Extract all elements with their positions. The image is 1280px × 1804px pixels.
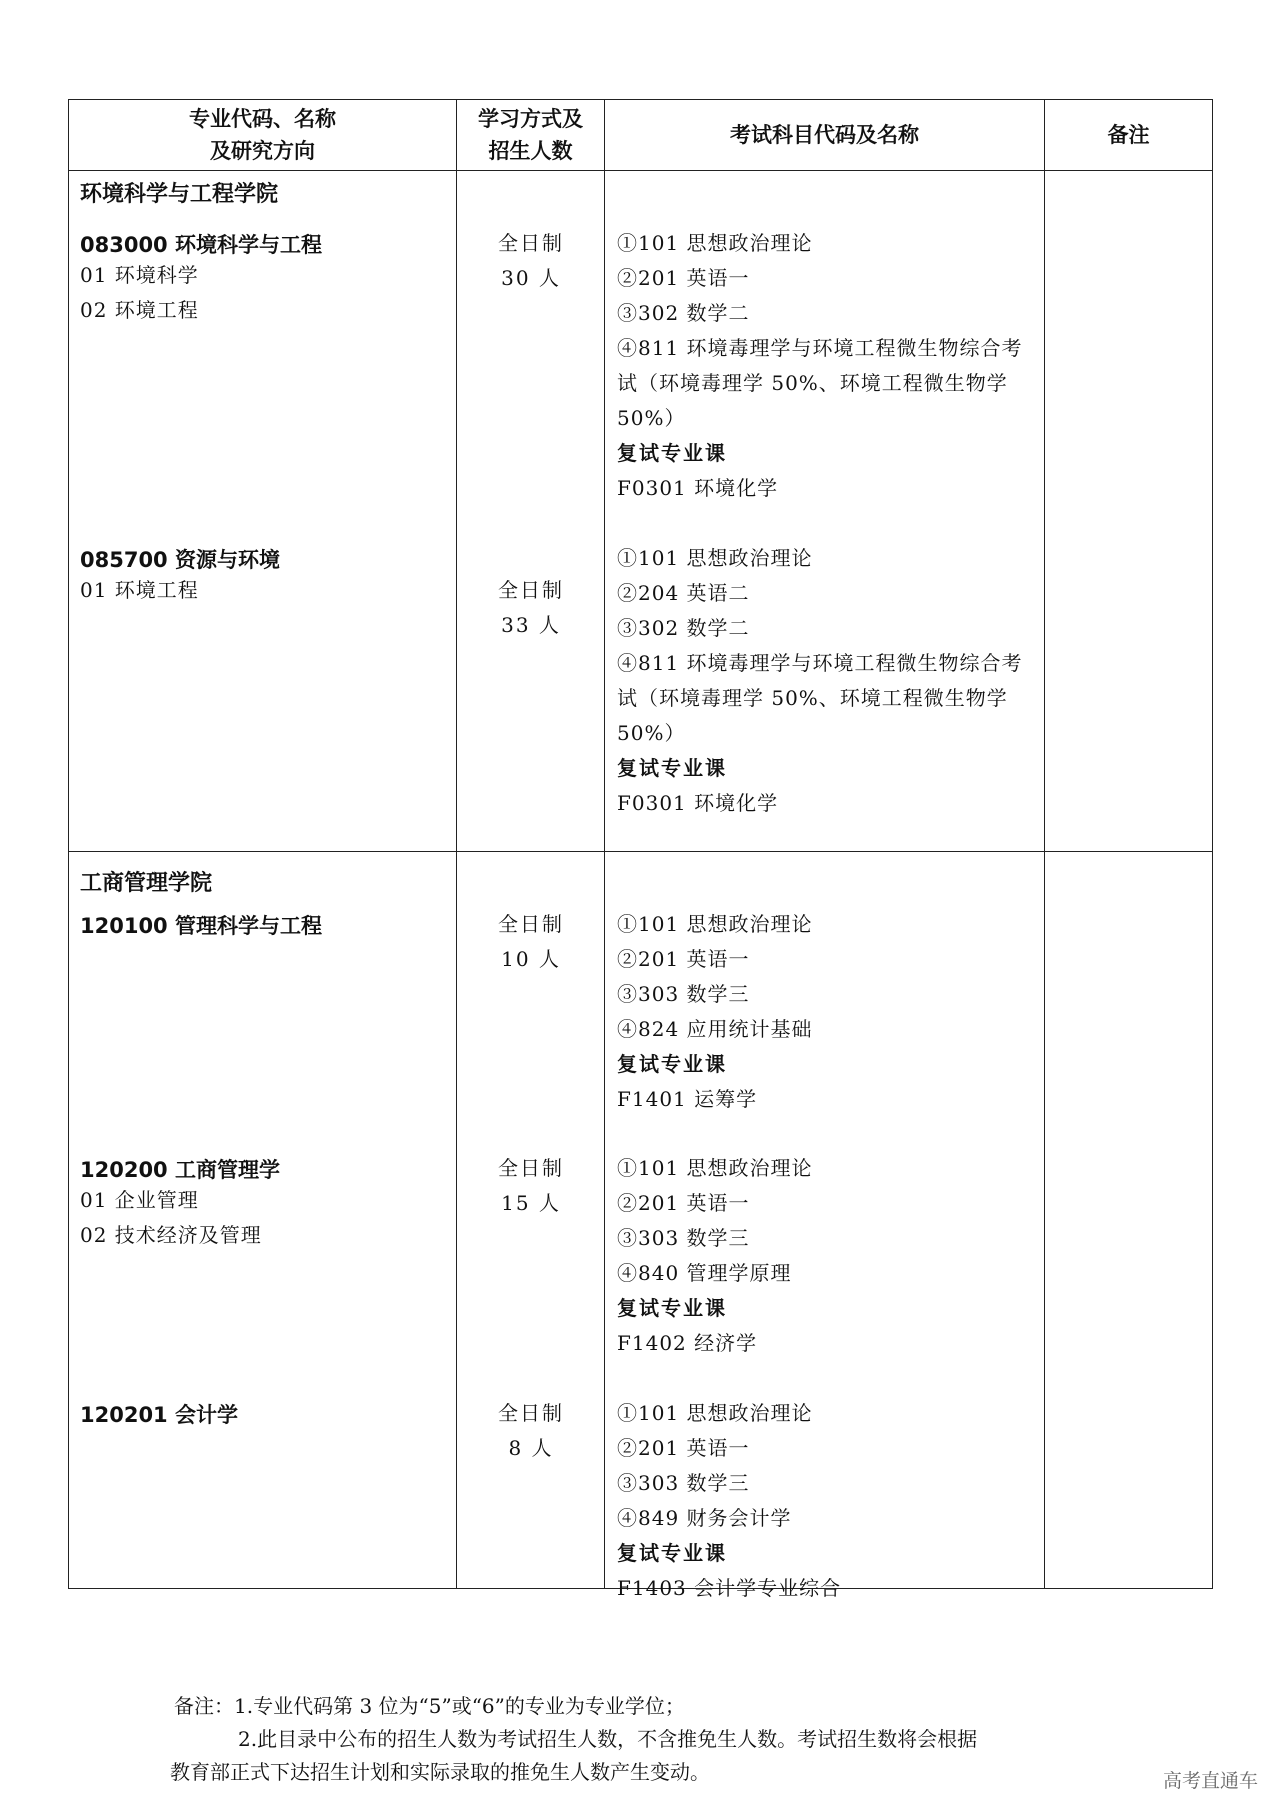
exam-item: ①101 思想政治理论 (617, 1156, 813, 1180)
exam-item: ②204 英语二 (617, 581, 750, 605)
exam-item: ③302 数学二 (617, 301, 750, 325)
remarks-cell (1045, 171, 1213, 852)
enrollment-count: 30 人 (501, 266, 561, 290)
header-exam-subjects: 考试科目代码及名称 (605, 100, 1045, 171)
direction-item: 01 环境科学 (80, 263, 199, 287)
enrollment-count: 15 人 (501, 1191, 561, 1215)
retest-label: 复试专业课 (617, 756, 727, 780)
header-major (69, 100, 457, 171)
header-row (69, 100, 1213, 171)
exam-item: ④824 应用统计基础 (617, 1017, 813, 1041)
college-title: 工商管理学院 (80, 871, 213, 896)
retest-course: F0301 环境化学 (617, 791, 779, 815)
exam-item: ③303 数学三 (617, 1471, 750, 1495)
exam-item: ③302 数学二 (617, 616, 750, 640)
study-mode: 全日制 (498, 1156, 564, 1180)
exam-item: ①101 思想政治理论 (617, 546, 813, 570)
enrollment-count: 10 人 (501, 947, 561, 971)
exam-item: ①101 思想政治理论 (617, 231, 813, 255)
retest-course: F1401 运筹学 (617, 1087, 758, 1111)
watermark-text: 高考直通车 (1162, 1770, 1258, 1792)
study-mode: 全日制 (498, 231, 564, 255)
header-major-line2: 及研究方向 (210, 139, 315, 163)
exam-item: ②201 英语一 (617, 1191, 750, 1215)
retest-label: 复试专业课 (617, 1296, 727, 1320)
exam-item: ③303 数学三 (617, 982, 750, 1006)
exam-list (617, 541, 1037, 821)
major-cell (69, 171, 457, 852)
major-code-name: 120100 管理科学与工程 (80, 914, 322, 938)
retest-label: 复试专业课 (617, 1052, 727, 1076)
exam-list (617, 1396, 1037, 1606)
major-code-name: 120201 会计学 (80, 1403, 238, 1427)
footnote-line1: 备注：1.专业代码第 3 位为“5”或“6”的专业为专业学位； (174, 1694, 685, 1718)
header-study-mode (457, 100, 605, 171)
exam-list (617, 1151, 1037, 1361)
exam-item: ①101 思想政治理论 (617, 1401, 813, 1425)
study-cell (457, 852, 605, 1589)
study-mode: 全日制 (498, 1401, 564, 1425)
major-code-name: 083000 环境科学与工程 (80, 233, 322, 257)
direction-item: 01 企业管理 (80, 1188, 199, 1212)
remarks-cell (1045, 852, 1213, 1589)
exam-list (617, 907, 1037, 1117)
exam-item: ①101 思想政治理论 (617, 912, 813, 936)
direction-item: 01 环境工程 (80, 578, 199, 602)
retest-course: F1403 会计学专业综合 (617, 1576, 842, 1600)
exam-item: ④849 财务会计学 (617, 1506, 792, 1530)
retest-label: 复试专业课 (617, 441, 727, 465)
direction-item: 02 技术经济及管理 (80, 1223, 262, 1247)
exam-item: ④840 管理学原理 (617, 1261, 792, 1285)
footnotes (170, 1690, 1114, 1789)
enrollment-count: 8 人 (508, 1436, 554, 1460)
exam-item: ②201 英语一 (617, 947, 750, 971)
retest-course: F0301 环境化学 (617, 476, 779, 500)
exam-item: ②201 英语一 (617, 1436, 750, 1460)
exam-list (617, 226, 1037, 506)
exam-cell (605, 852, 1045, 1600)
retest-course: F1402 经济学 (617, 1331, 758, 1355)
header-major-line1: 专业代码、名称 (189, 107, 336, 131)
exam-item: ③303 数学三 (617, 1226, 750, 1250)
exam-cell (605, 171, 1045, 852)
admissions-table (68, 99, 1213, 1600)
direction-item: 02 环境工程 (80, 298, 199, 322)
header-study-line2: 招生人数 (488, 139, 573, 163)
exam-item: ②201 英语一 (617, 266, 750, 290)
section-row-business (69, 852, 1213, 1589)
retest-label: 复试专业课 (617, 1541, 727, 1565)
major-code-name: 085700 资源与环境 (80, 548, 280, 572)
major-cell (69, 852, 457, 1589)
study-mode: 全日制 (498, 912, 564, 936)
header-study-line1: 学习方式及 (478, 107, 583, 131)
footnote-line3: 教育部正式下达招生计划和实际录取的推免生人数产生变动。 (170, 1760, 710, 1784)
study-mode: 全日制 (498, 578, 564, 602)
exam-item: ④811 环境毒理学与环境工程微生物综合考试（环境毒理学 50%、环境工程微生物学 50%） (617, 336, 1023, 430)
exam-item: ④811 环境毒理学与环境工程微生物综合考试（环境毒理学 50%、环境工程微生物学 50%） (617, 651, 1023, 745)
study-cell (457, 171, 605, 852)
header-remarks: 备注 (1045, 100, 1213, 171)
college-title: 环境科学与工程学院 (80, 182, 279, 207)
enrollment-count: 33 人 (501, 613, 561, 637)
major-code-name: 120200 工商管理学 (80, 1158, 280, 1182)
footnote-line2: 2.此目录中公布的招生人数为考试招生人数，不含推免生人数。考试招生数将会根据 (238, 1727, 978, 1751)
section-row-environment (69, 171, 1213, 852)
